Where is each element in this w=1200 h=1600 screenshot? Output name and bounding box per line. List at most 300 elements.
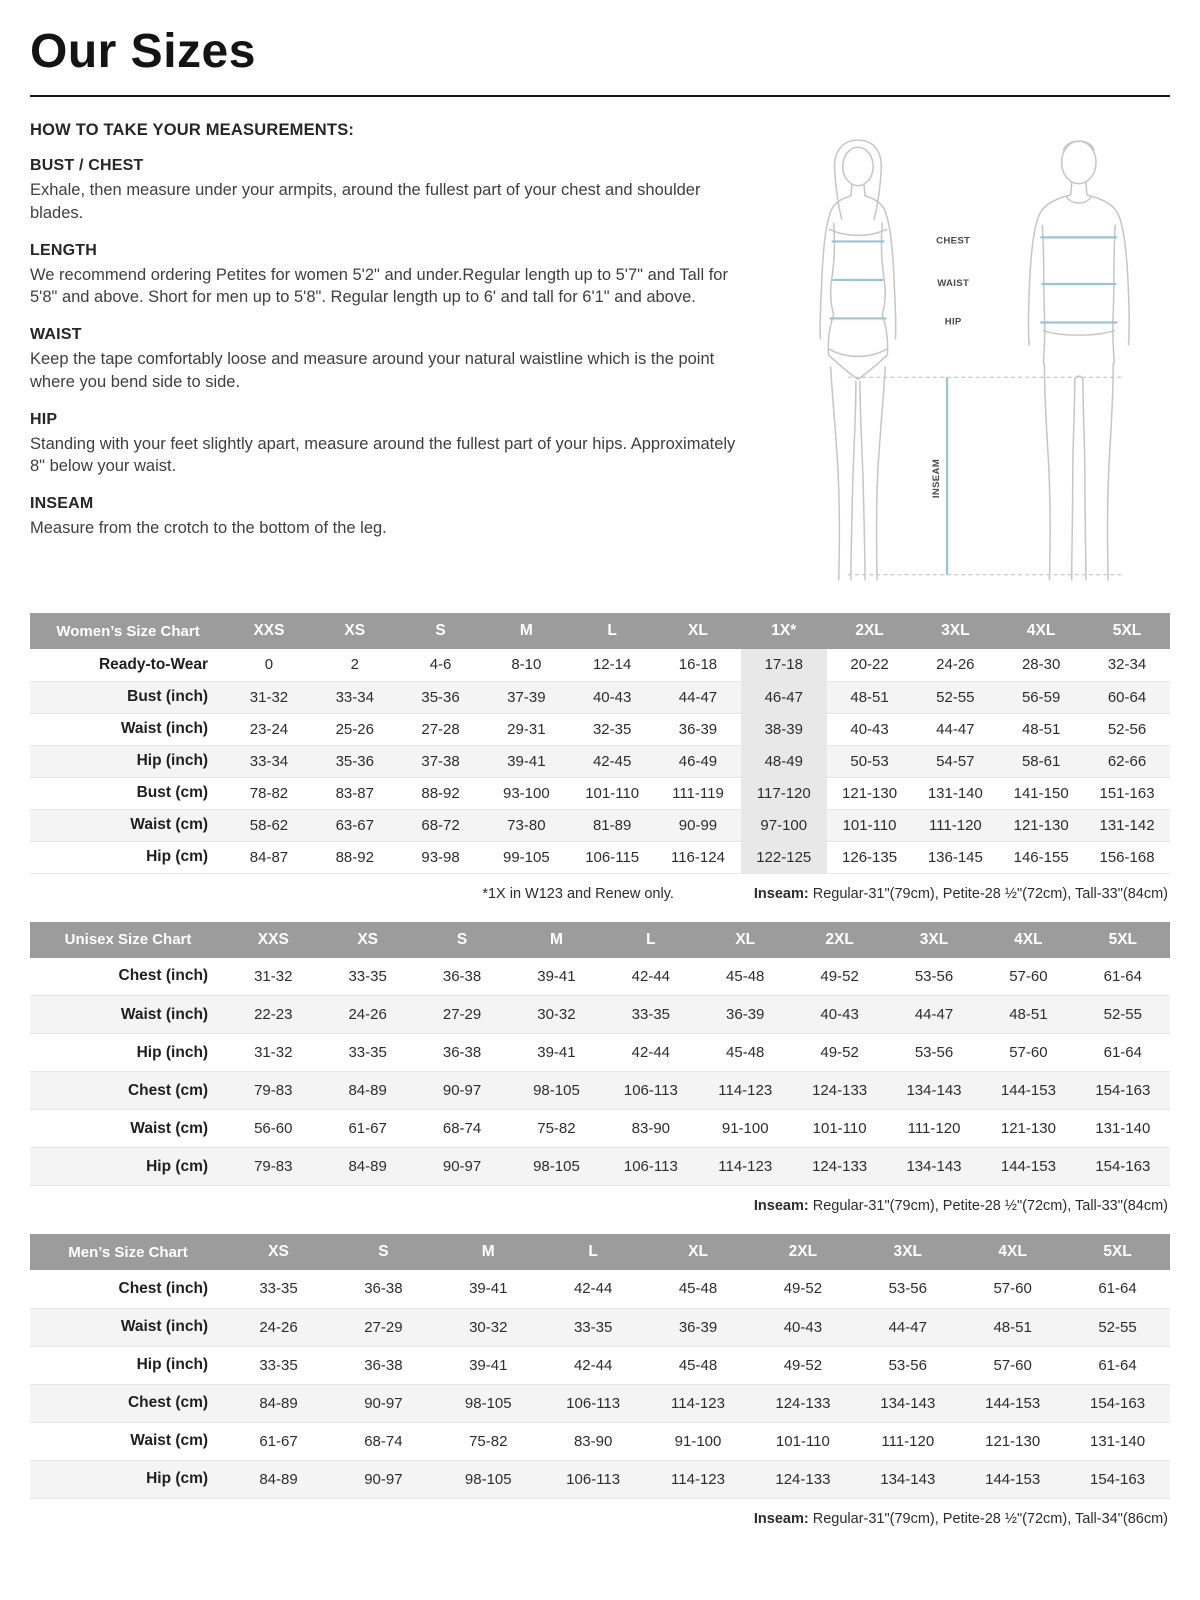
value-cell: 40-43 (592, 688, 632, 706)
value-cell: 84-89 (348, 1082, 387, 1099)
table-row (30, 1148, 1170, 1186)
value-cell: 146-155 (1013, 848, 1069, 866)
value-cell: 24-26 (936, 656, 975, 674)
value-cell: 40-43 (850, 720, 889, 738)
womens-size-chart (30, 613, 1170, 908)
size-table (30, 922, 1170, 1187)
column-header: 2XL (792, 922, 886, 958)
value-cell: 131-140 (927, 784, 983, 802)
column-header: 2XL (750, 1234, 855, 1270)
value-cell: 37-39 (507, 688, 546, 706)
value-cell: 144-153 (985, 1394, 1041, 1412)
value-cell: 81-89 (592, 816, 632, 834)
row-label: Hip (cm) (146, 1157, 209, 1175)
row-label: Waist (cm) (130, 1119, 209, 1137)
value-cell: 93-100 (503, 784, 550, 802)
section-hip (30, 411, 748, 479)
womens-inseam-footnote (754, 886, 1168, 902)
value-cell: 121-130 (1000, 1120, 1056, 1137)
value-cell: 35-36 (335, 752, 374, 770)
value-cell: 37-38 (421, 752, 460, 770)
value-cell: 52-55 (936, 688, 975, 706)
column-header: S (331, 1234, 436, 1270)
inseam-footnote-label: Inseam: (753, 1198, 809, 1214)
value-cell: 90-97 (364, 1470, 403, 1488)
inseam-footnote-text: Regular-31"(79cm), Petite-28 ½"(72cm), Tall-33"(84cm) (808, 1198, 1168, 1214)
row-label: Waist (cm) (130, 1432, 209, 1449)
value-cell: 131-140 (1095, 1120, 1151, 1137)
value-cell: 88-92 (335, 848, 374, 866)
table-row (30, 958, 1170, 996)
row-label: Waist (inch) (120, 1318, 209, 1335)
womens-1x-footnote: *1X in W123 and Renew only. (482, 885, 674, 902)
value-cell: 52-55 (1103, 1006, 1142, 1023)
value-cell: 154-163 (1090, 1394, 1146, 1412)
value-cell: 106-113 (623, 1082, 678, 1099)
value-cell: 33-34 (335, 688, 374, 706)
value-cell: 42-44 (573, 1280, 613, 1298)
value-cell: 36-38 (442, 967, 482, 985)
value-cell: 106-113 (566, 1394, 621, 1412)
value-cell: 134-143 (880, 1394, 936, 1412)
value-cell: 84-87 (249, 848, 289, 866)
value-cell: 33-35 (259, 1356, 298, 1374)
value-cell: 57-60 (1009, 1044, 1048, 1061)
value-cell: 36-38 (364, 1356, 403, 1374)
value-cell: 75-82 (469, 1432, 508, 1450)
table-row (30, 745, 1170, 777)
value-cell: 39-41 (537, 1044, 576, 1061)
value-cell: 4-6 (429, 656, 452, 674)
row-label: Bust (inch) (127, 688, 209, 705)
value-cell: 33-35 (348, 1044, 387, 1061)
table-title: Men’s Size Chart (30, 1234, 226, 1270)
column-header: 3XL (855, 1234, 960, 1270)
value-cell: 144-153 (1000, 1082, 1056, 1099)
value-cell: 49-52 (820, 967, 859, 985)
instructions-heading: HOW TO TAKE YOUR MEASUREMENTS: (30, 121, 355, 139)
value-cell: 16-18 (678, 656, 718, 674)
value-cell: 98-105 (533, 1082, 580, 1099)
inseam-footnote-label: Inseam: (753, 1510, 809, 1527)
section-waist (30, 326, 748, 394)
section-body: Standing with your feet slightly apart, measure around the fullest part of your hips. Approximately 8" below your waist. (30, 434, 736, 476)
row-label: Chest (inch) (118, 1279, 209, 1297)
row-label: Hip (inch) (136, 1043, 209, 1061)
column-header: M (483, 613, 569, 649)
table-row (30, 809, 1170, 841)
value-cell: 116-124 (670, 848, 725, 866)
table-row (30, 1034, 1170, 1072)
value-cell: 111-120 (928, 816, 982, 834)
table-title: Unisex Size Chart (30, 922, 226, 958)
value-cell: 144-153 (985, 1470, 1041, 1488)
value-cell: 99-105 (503, 848, 550, 866)
mens-size-chart (30, 1234, 1170, 1533)
value-cell: 57-60 (1009, 967, 1048, 985)
waist-label: WAIST (937, 278, 970, 290)
value-cell: 126-135 (842, 848, 898, 866)
mens-inseam-footnote (754, 1511, 1168, 1527)
value-cell: 134-143 (906, 1158, 962, 1175)
hip-label: HIP (944, 316, 962, 328)
value-cell: 79-83 (254, 1082, 293, 1099)
value-cell: 90-97 (442, 1082, 482, 1099)
section-body: We recommend ordering Petites for women 5'2" and under.Regular length up to 5'7" and Tall for 5'8" and above. Short for men up to 5'8". Regular length up to 6' and tall for 6'1" and above. (30, 265, 728, 307)
inseam-footnote-label: Inseam: (753, 885, 809, 902)
column-header: XL (698, 922, 792, 958)
value-cell: 39-41 (537, 967, 576, 985)
value-cell: 106-115 (585, 848, 640, 866)
value-cell: 32-34 (1107, 656, 1147, 674)
value-cell: 101-110 (812, 1120, 867, 1137)
value-cell: 93-98 (421, 848, 460, 866)
value-cell: 36-38 (364, 1280, 403, 1298)
column-header: L (541, 1234, 646, 1270)
table-row (30, 713, 1170, 745)
column-header: M (436, 1234, 541, 1270)
value-cell: 45-48 (726, 967, 765, 985)
value-cell: 53-56 (888, 1280, 927, 1298)
value-cell: 36-39 (678, 1318, 718, 1336)
value-cell: 83-90 (631, 1120, 671, 1137)
value-cell: 42-44 (631, 1044, 671, 1061)
value-cell: 131-140 (1090, 1432, 1146, 1450)
section-body: Keep the tape comfortably loose and measure around your natural waistline which is the point where you bend side to side. (30, 350, 715, 391)
column-header: XXS (226, 922, 320, 958)
value-cell: 49-52 (820, 1044, 859, 1061)
column-header: S (415, 922, 509, 958)
value-cell: 121-130 (842, 784, 898, 802)
value-cell: 114-123 (718, 1082, 773, 1099)
value-cell: 90-97 (442, 1158, 482, 1175)
value-cell: 40-43 (820, 1006, 859, 1023)
inseam-footnote-text: Regular-31"(79cm), Petite-28 ½"(72cm), Tall-34"(86cm) (808, 1510, 1168, 1527)
value-cell: 111-120 (881, 1432, 935, 1450)
value-cell: 134-143 (880, 1470, 936, 1488)
value-cell: 57-60 (993, 1280, 1032, 1298)
value-cell: 62-66 (1107, 752, 1147, 770)
measurement-diagram (785, 121, 1170, 603)
value-cell: 48-51 (1021, 720, 1061, 738)
body-measurement-illustration (785, 121, 1170, 603)
column-header: S (398, 613, 484, 649)
value-cell: 48-51 (993, 1318, 1032, 1336)
value-cell: 61-67 (259, 1432, 298, 1450)
value-cell: 98-105 (464, 1470, 512, 1488)
value-cell: 91-100 (674, 1432, 722, 1450)
column-header: 5XL (1084, 613, 1170, 649)
size-table (30, 613, 1170, 874)
value-cell: 117-120 (741, 777, 827, 809)
value-cell: 49-52 (783, 1280, 823, 1298)
value-cell: 30-32 (469, 1318, 508, 1336)
column-header: 5XL (1076, 922, 1170, 958)
value-cell: 83-90 (573, 1432, 613, 1450)
value-cell: 101-110 (842, 816, 897, 834)
column-header: 3XL (912, 613, 998, 649)
value-cell: 101-110 (585, 784, 640, 802)
table-row (30, 996, 1170, 1034)
value-cell: 61-64 (1103, 1044, 1142, 1061)
header-row (30, 613, 1170, 649)
value-cell: 61-64 (1098, 1356, 1137, 1374)
value-cell: 33-35 (573, 1318, 613, 1336)
value-cell: 22-23 (254, 1006, 293, 1023)
section-inseam (30, 495, 748, 540)
womens-size-table (30, 613, 1170, 874)
column-header: 4XL (960, 1234, 1065, 1270)
table-row (30, 1308, 1170, 1346)
value-cell: 49-52 (783, 1356, 823, 1374)
female-figure (820, 140, 896, 580)
value-cell: 154-163 (1095, 1158, 1151, 1175)
value-cell: 63-67 (335, 816, 374, 834)
value-cell: 101-110 (775, 1432, 830, 1450)
value-cell: 40-43 (783, 1318, 823, 1336)
value-cell: 39-41 (507, 752, 546, 770)
value-cell: 98-105 (533, 1158, 580, 1175)
unisex-size-table (30, 922, 1170, 1187)
table-row (30, 1384, 1170, 1422)
row-label: Chest (inch) (118, 967, 209, 985)
header-row (30, 922, 1170, 958)
value-cell: 73-80 (507, 816, 546, 834)
column-header: L (569, 613, 655, 649)
value-cell: 60-64 (1107, 688, 1147, 706)
table-row (30, 1346, 1170, 1384)
value-cell: 48-51 (850, 688, 889, 706)
value-cell: 24-26 (259, 1318, 298, 1336)
value-cell: 45-48 (678, 1356, 718, 1374)
value-cell: 53-56 (914, 967, 954, 985)
value-cell: 106-113 (566, 1470, 621, 1488)
table-row (30, 841, 1170, 873)
column-header: XS (226, 1234, 331, 1270)
value-cell: 61-67 (348, 1120, 387, 1137)
value-cell: 111-119 (672, 784, 724, 802)
value-cell: 36-39 (726, 1006, 765, 1023)
row-label: Waist (inch) (120, 720, 209, 737)
value-cell: 61-64 (1103, 967, 1142, 985)
value-cell: 136-145 (927, 848, 983, 866)
value-cell: 79-83 (254, 1158, 293, 1175)
column-header: 4XL (981, 922, 1075, 958)
value-cell: 58-62 (249, 816, 289, 834)
row-label: Waist (inch) (120, 1005, 209, 1023)
value-cell: 31-32 (249, 688, 289, 706)
womens-table-footnotes (30, 874, 1170, 908)
value-cell: 48-49 (741, 745, 827, 777)
value-cell: 56-59 (1021, 688, 1061, 706)
value-cell: 52-56 (1107, 720, 1147, 738)
unisex-inseam-footnote (754, 1198, 1168, 1214)
value-cell: 114-123 (671, 1470, 725, 1488)
value-cell: 90-97 (364, 1394, 403, 1412)
value-cell: 46-47 (741, 681, 827, 713)
section-body: Measure from the crotch to the bottom of the leg. (30, 519, 387, 538)
value-cell: 27-29 (364, 1318, 403, 1336)
column-header: 4XL (998, 613, 1084, 649)
value-cell: 33-34 (249, 752, 289, 770)
unisex-size-chart (30, 922, 1170, 1221)
section-heading: LENGTH (30, 241, 97, 259)
value-cell: 106-113 (623, 1158, 678, 1175)
value-cell: 44-47 (914, 1006, 954, 1023)
unisex-table-footnotes (30, 1186, 1170, 1220)
row-label: Hip (inch) (136, 1356, 209, 1373)
column-header: L (604, 922, 698, 958)
row-label: Chest (cm) (127, 1394, 209, 1411)
section-heading: WAIST (30, 326, 82, 344)
value-cell: 61-64 (1098, 1280, 1137, 1298)
value-cell: 111-120 (907, 1120, 961, 1137)
value-cell: 53-56 (914, 1044, 954, 1061)
value-cell: 42-44 (573, 1356, 613, 1374)
value-cell: 54-57 (936, 752, 975, 770)
column-header: XS (312, 613, 398, 649)
value-cell: 45-48 (678, 1280, 718, 1298)
column-header: 2XL (827, 613, 913, 649)
value-cell: 48-51 (1009, 1006, 1048, 1023)
value-cell: 32-35 (592, 720, 632, 738)
value-cell: 33-35 (348, 967, 387, 985)
value-cell: 154-163 (1090, 1470, 1146, 1488)
value-cell: 90-99 (678, 816, 718, 834)
value-cell: 17-18 (741, 649, 827, 681)
table-row (30, 1422, 1170, 1460)
value-cell: 124-133 (812, 1158, 868, 1175)
value-cell: 12-14 (592, 656, 632, 674)
page-title: Our Sizes (30, 25, 256, 78)
value-cell: 24-26 (348, 1006, 387, 1023)
value-cell: 121-130 (985, 1432, 1041, 1450)
table-row (30, 1460, 1170, 1498)
table-row (30, 681, 1170, 713)
value-cell: 33-35 (259, 1280, 298, 1298)
column-header: 3XL (887, 922, 981, 958)
value-cell: 154-163 (1095, 1082, 1151, 1099)
section-heading: INSEAM (30, 495, 94, 513)
value-cell: 124-133 (775, 1394, 831, 1412)
value-cell: 27-28 (421, 720, 460, 738)
value-cell: 30-32 (537, 1006, 576, 1023)
value-cell: 31-32 (254, 967, 293, 985)
value-cell: 28-30 (1021, 656, 1061, 674)
mens-table-footnotes (30, 1499, 1170, 1533)
value-cell: 44-47 (678, 688, 718, 706)
value-cell: 68-74 (364, 1432, 403, 1450)
value-cell: 33-35 (631, 1006, 671, 1023)
value-cell: 68-74 (442, 1120, 482, 1137)
row-label: Waist (cm) (130, 816, 209, 833)
value-cell: 58-61 (1021, 752, 1061, 770)
value-cell: 144-153 (1000, 1158, 1056, 1175)
male-figure (1028, 141, 1129, 580)
value-cell: 124-133 (775, 1470, 831, 1488)
value-cell: 75-82 (537, 1120, 576, 1137)
inseam-guides (848, 377, 1122, 575)
value-cell: 35-36 (421, 688, 460, 706)
value-cell: 84-89 (348, 1158, 387, 1175)
value-cell: 44-47 (888, 1318, 927, 1336)
value-cell: 151-163 (1099, 784, 1155, 802)
value-cell: 52-55 (1098, 1318, 1137, 1336)
value-cell: 124-133 (812, 1082, 868, 1099)
value-cell: 25-26 (335, 720, 374, 738)
column-header: XL (655, 613, 741, 649)
chest-label: CHEST (936, 235, 971, 247)
column-header: M (509, 922, 603, 958)
value-cell: 44-47 (936, 720, 975, 738)
size-table (30, 1234, 1170, 1499)
value-cell: 29-31 (507, 720, 546, 738)
column-header: XS (320, 922, 414, 958)
value-cell: 53-56 (888, 1356, 927, 1374)
value-cell: 122-125 (741, 841, 827, 873)
section-length (30, 242, 748, 310)
table-row (30, 1072, 1170, 1110)
value-cell: 8-10 (511, 656, 542, 674)
value-cell: 68-72 (421, 816, 460, 834)
inseam-label: INSEAM (931, 458, 942, 499)
value-cell: 98-105 (464, 1394, 512, 1412)
title-divider (30, 95, 1170, 97)
value-cell: 45-48 (726, 1044, 765, 1061)
mens-size-table (30, 1234, 1170, 1499)
value-cell: 36-39 (678, 720, 718, 738)
value-cell: 84-89 (259, 1470, 298, 1488)
row-label: Hip (inch) (136, 752, 209, 769)
value-cell: 88-92 (421, 784, 460, 802)
row-label: Chest (cm) (127, 1081, 209, 1099)
value-cell: 36-38 (442, 1044, 482, 1061)
value-cell: 97-100 (741, 809, 827, 841)
section-body: Exhale, then measure under your armpits, around the fullest part of your chest and shoulder blades. (30, 181, 701, 222)
inseam-footnote-text: Regular-31"(79cm), Petite-28 ½"(72cm), Tall-33"(84cm) (808, 885, 1168, 902)
value-cell: 42-44 (631, 967, 671, 985)
value-cell: 27-29 (442, 1006, 482, 1023)
value-cell: 2 (350, 656, 359, 674)
value-cell: 20-22 (850, 656, 889, 674)
value-cell: 39-41 (469, 1356, 508, 1374)
table-row (30, 1270, 1170, 1308)
section-heading: HIP (30, 410, 58, 428)
measurement-instructions (30, 121, 1170, 613)
header-row (30, 1234, 1170, 1270)
column-header: XL (646, 1234, 751, 1270)
table-row (30, 649, 1170, 681)
value-cell: 78-82 (249, 784, 289, 802)
value-cell: 50-53 (850, 752, 889, 770)
value-cell: 134-143 (906, 1082, 962, 1099)
column-header: XXS (226, 613, 312, 649)
value-cell: 57-60 (993, 1356, 1032, 1374)
value-cell: 114-123 (671, 1394, 725, 1412)
table-row (30, 777, 1170, 809)
value-cell: 84-89 (259, 1394, 298, 1412)
row-label: Hip (cm) (146, 848, 209, 865)
value-cell: 31-32 (254, 1044, 293, 1061)
value-cell: 0 (264, 656, 274, 674)
value-cell: 114-123 (718, 1158, 773, 1175)
row-label: Hip (cm) (146, 1470, 209, 1487)
value-cell: 39-41 (469, 1280, 508, 1298)
instructions-text-column (30, 121, 748, 540)
value-cell: 42-45 (592, 752, 632, 770)
column-header: 5XL (1065, 1234, 1170, 1270)
value-cell: 23-24 (249, 720, 289, 738)
